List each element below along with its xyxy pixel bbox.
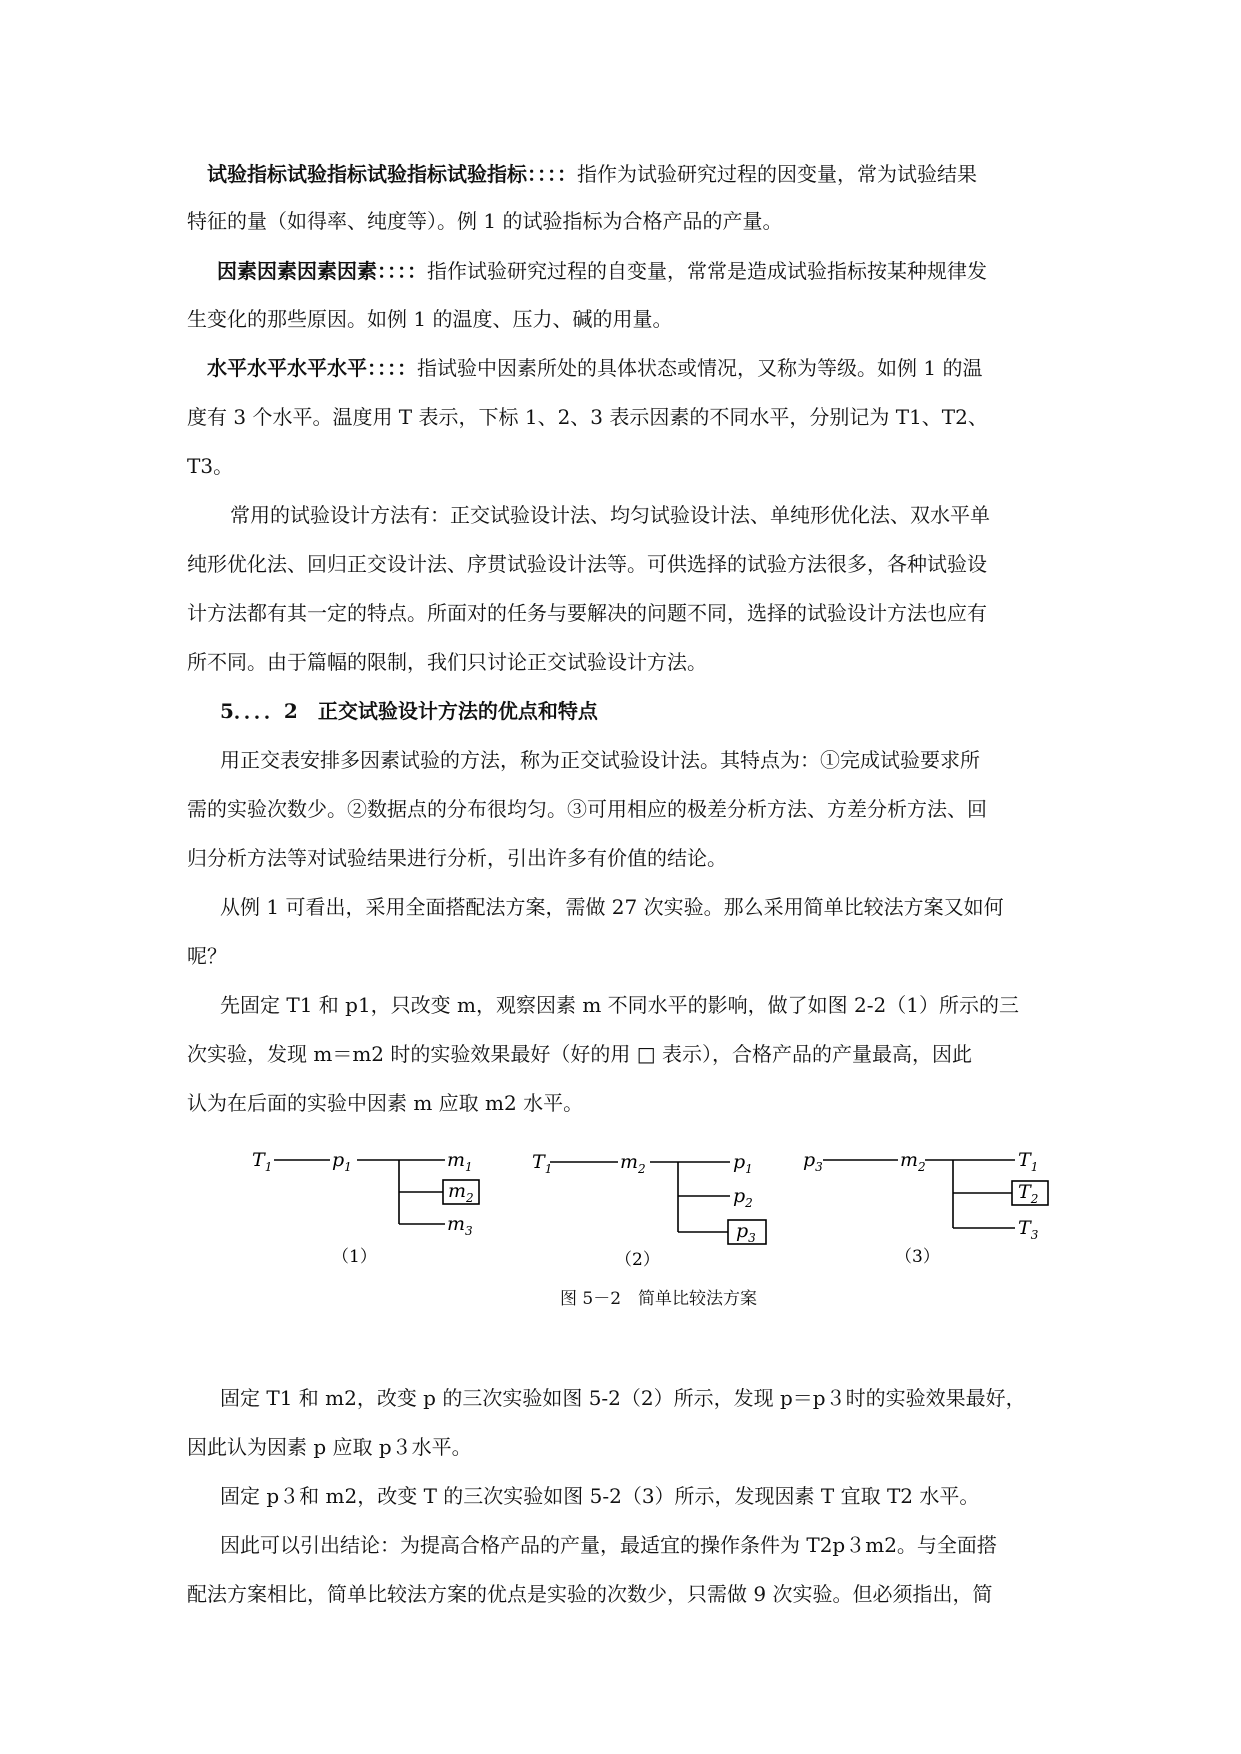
paragraph-conclusion-line1: 因此可以引出结论：为提高合格产品的产量，最适宜的操作条件为 T2p３m2。与全面搭 (220, 1533, 997, 1557)
paragraph-factor-line1: 因素因素因素因素：：：：指作试验研究过程的自变量，常常是造成试验指标按某种规律发 (217, 259, 987, 283)
d2-mid-label: $m_2$ (620, 1151, 646, 1176)
d2-branch3-label: $p_3$ (736, 1220, 756, 1245)
paragraph-orthogonal-line3: 归分析方法等对试验结果进行分析，引出许多有价值的结论。 (187, 846, 727, 870)
d2-branch1-label: $p_1$ (733, 1151, 753, 1176)
d2-caption-label: （2） (615, 1250, 660, 1270)
paragraph-level-line1: 水平水平水平水平：：：：指试验中因素所处的具体状态或情况，又称为等级。如例 1 的温 (207, 356, 983, 380)
d3-caption-label: （3） (895, 1247, 940, 1267)
section-heading: 5．．．．2 正交试验设计方法的优点和特点 (220, 699, 598, 723)
d1-branch1-label: $m_1$ (447, 1149, 473, 1174)
simple-comparison-diagram (250, 1140, 1080, 1300)
paragraph-orthogonal-line2: 需的实验次数少。②数据点的分布很均匀。③可用相应的极差分析方法、方差分析方法、回 (187, 797, 987, 821)
paragraph-factor-line2: 生变化的那些原因。如例 1 的温度、压力、碱的用量。 (187, 307, 673, 331)
d3-mid-label: $m_2$ (900, 1149, 926, 1174)
paragraph-fix-p-line1: 固定 T1 和 m2，改变 p 的三次实验如图 5-2（2）所示，发现 p＝p３时的实验效果最好， (220, 1386, 1026, 1410)
d3-root-label: $p_3$ (803, 1149, 823, 1174)
d1-branch3-label: $m_3$ (447, 1213, 473, 1238)
paragraph-orthogonal-line1: 用正交表安排多因素试验的方法，称为正交试验设计法。其特点为：①完成试验要求所 (220, 748, 980, 772)
term-level: 水平水平水平水平：：：： (207, 356, 417, 380)
d3-branch1-label: $T_1$ (1018, 1149, 1039, 1174)
d1-branch2-label: $m_2$ (448, 1180, 474, 1205)
paragraph-test-index-line2: 特征的量（如得率、纯度等）。例 1 的试验指标为合格产品的产量。 (187, 209, 783, 233)
paragraph-fix-m-line3: 认为在后面的实验中因素 m 应取 m2 水平。 (187, 1091, 584, 1115)
d2-branch2-label: $p_2$ (733, 1185, 753, 1210)
paragraph-level-line3: T3。 (187, 454, 234, 478)
paragraph-fix-t-line1: 固定 p３和 m2，改变 T 的三次实验如图 5-2（3）所示，发现因素 T 宜取 T2 水平。 (220, 1484, 980, 1508)
paragraph-methods-line4: 所不同。由于篇幅的限制，我们只讨论正交试验设计方法。 (187, 650, 707, 674)
paragraph-methods-line3: 计方法都有其一定的特点。所面对的任务与要解决的问题不同，选择的试验设计方法也应有 (187, 601, 987, 625)
d3-branch3-label: $T_3$ (1018, 1217, 1039, 1242)
paragraph-fix-m-line1: 先固定 T1 和 p1，只改变 m，观察因素 m 不同水平的影响，做了如图 2-2（1）所示的三 (220, 993, 1019, 1017)
paragraph-fix-p-line2: 因此认为因素 p 应取 p３水平。 (187, 1435, 472, 1459)
d2-root-label: $T_1$ (532, 1151, 553, 1176)
paragraph-methods-line2: 纯形优化法、回归正交设计法、序贯试验设计法等。可供选择的试验方法很多，各种试验设 (187, 552, 987, 576)
d1-caption-label: （1） (332, 1247, 377, 1267)
d1-mid-label: $p_1$ (332, 1149, 352, 1174)
paragraph-fix-m-line2: 次实验，发现 m＝m2 时的实验效果最好（好的用 □ 表示），合格产品的产量最高，因此 (187, 1042, 972, 1066)
d1-root-label: $T_1$ (252, 1149, 273, 1174)
figure-caption: 图 5－2 简单比较法方案 (560, 1289, 758, 1309)
term-test-index: 试验指标试验指标试验指标试验指标：：：： (207, 162, 577, 186)
term-factor: 因素因素因素因素：：：： (217, 259, 427, 283)
paragraph-level-line2: 度有 3 个水平。温度用 T 表示，下标 1、2、3 表示因素的不同水平，分别记为 T1、T2、 (187, 405, 988, 429)
paragraph-test-index-line1: 试验指标试验指标试验指标试验指标：：：：指作为试验研究过程的因变量，常为试验结果 (207, 162, 977, 186)
paragraph-example-line2: 呢？ (187, 944, 227, 968)
paragraph-example-line1: 从例 1 可看出，采用全面搭配法方案，需做 27 次实验。那么采用简单比较法方案又如何 (220, 895, 1004, 919)
paragraph-conclusion-line2: 配法方案相比，简单比较法方案的优点是实验的次数少，只需做 9 次实验。但必须指出，简 (187, 1582, 993, 1606)
d3-branch2-label: $T_2$ (1018, 1181, 1039, 1206)
paragraph-methods-line1: 常用的试验设计方法有：正交试验设计法、均匀试验设计法、单纯形优化法、双水平单 (230, 503, 990, 527)
